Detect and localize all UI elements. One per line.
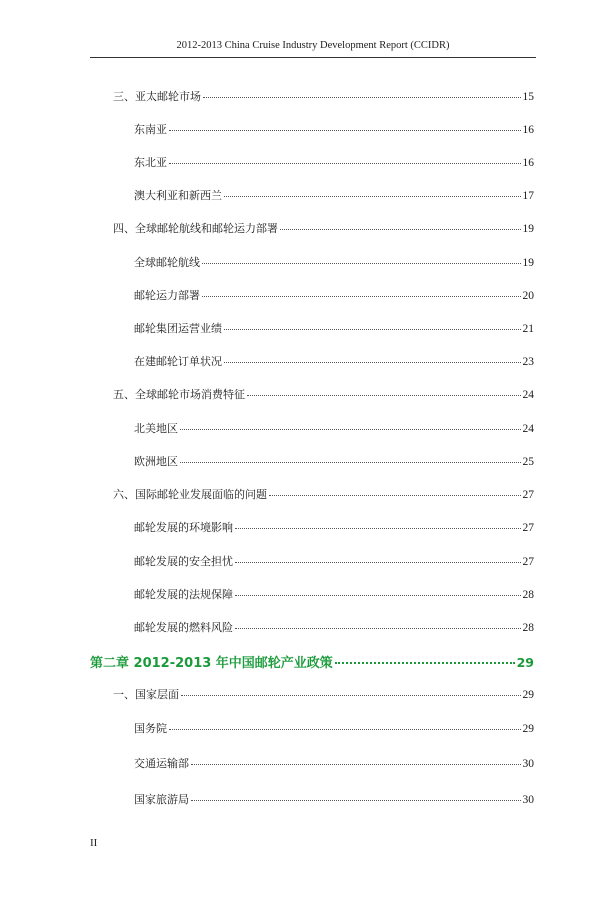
dot-leader xyxy=(169,729,521,730)
toc-entry[interactable] xyxy=(134,586,534,602)
toc-chapter-page: 29 xyxy=(516,655,534,670)
toc-entry-page: 27 xyxy=(522,489,534,501)
toc-entry[interactable] xyxy=(134,353,534,369)
toc-entry-label: 在建邮轮订单状况 xyxy=(134,355,222,368)
dot-leader xyxy=(203,97,521,98)
toc-entry-label: 邮轮发展的燃料风险 xyxy=(134,621,233,634)
toc-entry-label: 澳大利亚和新西兰 xyxy=(134,189,222,202)
toc-entry-page: 27 xyxy=(522,522,534,534)
toc-entry[interactable] xyxy=(134,320,534,336)
page-number: II xyxy=(90,837,98,849)
toc-entry[interactable] xyxy=(134,519,534,535)
dot-leader xyxy=(235,562,521,563)
dot-leader xyxy=(169,163,521,164)
dot-leader xyxy=(335,662,515,664)
toc-entry-page: 25 xyxy=(522,456,534,468)
toc-entry-label: 邮轮发展的法规保障 xyxy=(134,588,233,601)
toc-entry-page: 24 xyxy=(522,389,534,401)
dot-leader xyxy=(235,628,521,629)
toc-entry[interactable] xyxy=(134,420,534,436)
toc-chapter-entry[interactable] xyxy=(90,652,534,671)
dot-leader xyxy=(224,196,521,197)
dot-leader xyxy=(235,595,521,596)
toc-entry-page: 23 xyxy=(522,356,534,368)
toc-entry-label: 东北亚 xyxy=(134,156,167,169)
dot-leader xyxy=(181,695,521,696)
toc-entry-label: 邮轮集团运营业绩 xyxy=(134,322,222,335)
toc-entry-label: 北美地区 xyxy=(134,422,178,435)
toc-entry-label: 邮轮发展的环境影响 xyxy=(134,521,233,534)
dot-leader xyxy=(191,764,521,765)
toc-entry[interactable] xyxy=(134,619,534,635)
toc-entry-page: 16 xyxy=(522,124,534,136)
dot-leader xyxy=(202,263,521,264)
toc-entry[interactable] xyxy=(113,88,534,104)
toc-entry-label: 交通运输部 xyxy=(134,757,189,770)
toc-entry[interactable] xyxy=(113,220,534,236)
toc-chapter-label: 第二章 2012-2013 年中国邮轮产业政策 xyxy=(90,656,333,671)
toc-entry-page: 28 xyxy=(522,589,534,601)
toc-entry[interactable] xyxy=(113,486,534,502)
toc-entry-label: 东南亚 xyxy=(134,123,167,136)
toc-entry-label: 国家旅游局 xyxy=(134,793,189,806)
header-rule xyxy=(90,57,536,58)
toc-entry-page: 19 xyxy=(522,257,534,269)
running-header: 2012-2013 China Cruise Industry Development Report (CCIDR) xyxy=(176,40,450,51)
toc-entry-page: 17 xyxy=(522,190,534,202)
dot-leader xyxy=(224,362,521,363)
toc-entry-page: 21 xyxy=(522,323,534,335)
toc-entry[interactable] xyxy=(113,386,534,402)
dot-leader xyxy=(169,130,521,131)
toc-entry-label: 三、亚太邮轮市场 xyxy=(113,90,201,103)
dot-leader xyxy=(191,800,521,801)
toc-entry-page: 30 xyxy=(522,758,534,770)
toc-entry[interactable] xyxy=(134,553,534,569)
toc-entry[interactable] xyxy=(134,121,534,137)
toc-entry-page: 16 xyxy=(522,157,534,169)
toc-entry-label: 六、国际邮轮业发展面临的问题 xyxy=(113,488,267,501)
dot-leader xyxy=(202,296,521,297)
toc-entry-page: 24 xyxy=(522,423,534,435)
toc-entry[interactable] xyxy=(134,720,534,736)
toc-entry-label: 五、全球邮轮市场消费特征 xyxy=(113,388,245,401)
toc-entry[interactable] xyxy=(134,254,534,270)
toc-entry-page: 30 xyxy=(522,794,534,806)
toc-entry-page: 27 xyxy=(522,556,534,568)
toc-entry-label: 邮轮发展的安全担忧 xyxy=(134,555,233,568)
toc-entry[interactable] xyxy=(134,453,534,469)
toc-entry[interactable] xyxy=(134,154,534,170)
dot-leader xyxy=(180,429,521,430)
toc-entry-page: 15 xyxy=(522,91,534,103)
dot-leader xyxy=(269,495,521,496)
dot-leader xyxy=(235,528,521,529)
dot-leader xyxy=(280,229,521,230)
toc-entry-page: 29 xyxy=(522,689,534,701)
toc-entry[interactable] xyxy=(134,287,534,303)
toc-entry-page: 29 xyxy=(522,723,534,735)
toc-entry-label: 国务院 xyxy=(134,722,167,735)
toc-entry[interactable] xyxy=(134,791,534,807)
toc-entry-label: 四、全球邮轮航线和邮轮运力部署 xyxy=(113,222,278,235)
dot-leader xyxy=(224,329,521,330)
toc-entry-label: 一、国家层面 xyxy=(113,688,179,701)
toc-entry-label: 欧洲地区 xyxy=(134,455,178,468)
toc-entry[interactable] xyxy=(113,686,534,702)
toc-entry-page: 28 xyxy=(522,622,534,634)
toc-entry-page: 19 xyxy=(522,223,534,235)
dot-leader xyxy=(180,462,521,463)
toc-entry[interactable] xyxy=(134,187,534,203)
toc-entry[interactable] xyxy=(134,755,534,771)
toc-entry-label: 全球邮轮航线 xyxy=(134,256,200,269)
toc-entry-label: 邮轮运力部署 xyxy=(134,289,200,302)
dot-leader xyxy=(247,395,521,396)
toc-entry-page: 20 xyxy=(522,290,534,302)
